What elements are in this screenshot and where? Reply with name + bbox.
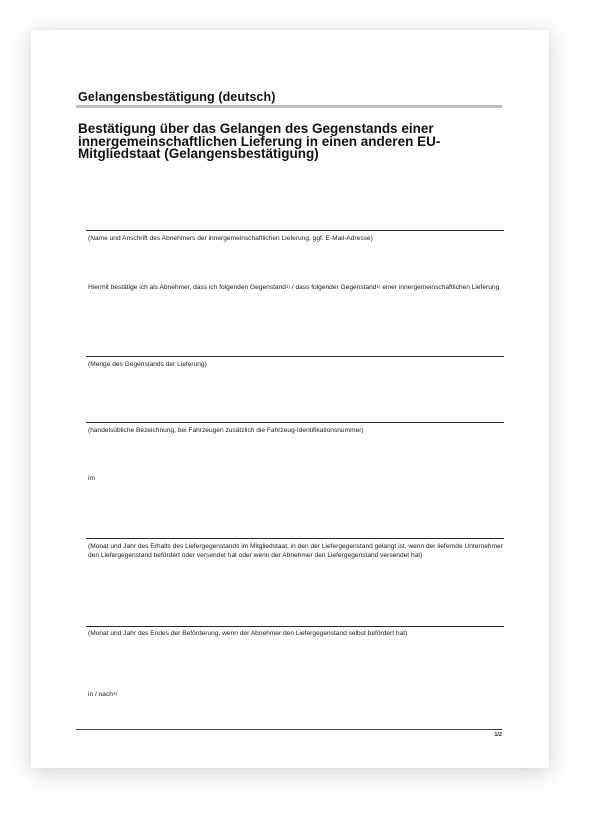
page-number: 1/2 (494, 732, 502, 738)
footnote-marker: 1) (376, 284, 381, 289)
in-nach-label (88, 690, 504, 699)
document-page (31, 30, 549, 768)
field-line-recipient[interactable] (86, 230, 504, 231)
field-caption-transport-end: (Monat und Jahr des Endes der Beförderung, wenn der Abnehmer den Liefergegenstand selbst befördert hat) (88, 630, 408, 637)
document-title: Bestätigung über das Gelangen des Gegenstands einer innergemeinschaftlichen Lieferung in einen anderen EU-Mitgliedstaat (Gelangensbestätigung) (78, 121, 441, 161)
confirmation-part-1: Hiermit bestätige ich als Abnehmer, dass ich folgenden Gegenstand (88, 284, 286, 291)
field-caption-designation: (handelsübliche Bezeichnung, bei Fahrzeugen zusätzlich die Fahrzeug-Identifikationsnummer) (88, 427, 364, 434)
field-line-quantity[interactable] (86, 356, 504, 357)
field-line-designation[interactable] (86, 422, 504, 423)
confirmation-part-2: / dass folgender Gegenstand (289, 284, 377, 291)
footer-divider (76, 729, 502, 730)
confirmation-text (88, 283, 504, 292)
in-nach-text: in / nach (88, 691, 113, 698)
field-line-transport-end[interactable] (86, 626, 504, 627)
im-label: im (88, 475, 95, 482)
field-caption-receipt-date: (Monat und Jahr des Erhalts des Liefergegenstands im Mitgliedstaat, in den der Liefergegenstand gelangt ist, wenn der liefernde Unternehmer den Liefergegenstand befördert oder versendet hat oder wenn der Abnehmer den Liefergegenstand versendet hat) (88, 543, 503, 559)
field-caption-quantity: (Menge des Gegenstands der Lieferung) (88, 361, 207, 368)
heading-underline (76, 105, 502, 108)
confirmation-part-3: einer innergemeinschaftlichen Lieferung (380, 284, 500, 291)
footnote-marker: 1) (285, 284, 290, 289)
footnote-marker: 1) (112, 691, 117, 696)
field-caption-recipient: (Name und Anschrift des Abnehmers der innergemeinschaftlichen Lieferung, ggf. E-Mail-Adresse) (88, 235, 373, 242)
field-line-receipt-date[interactable] (86, 538, 504, 539)
document-heading: Gelangensbestätigung (deutsch) (78, 90, 276, 104)
